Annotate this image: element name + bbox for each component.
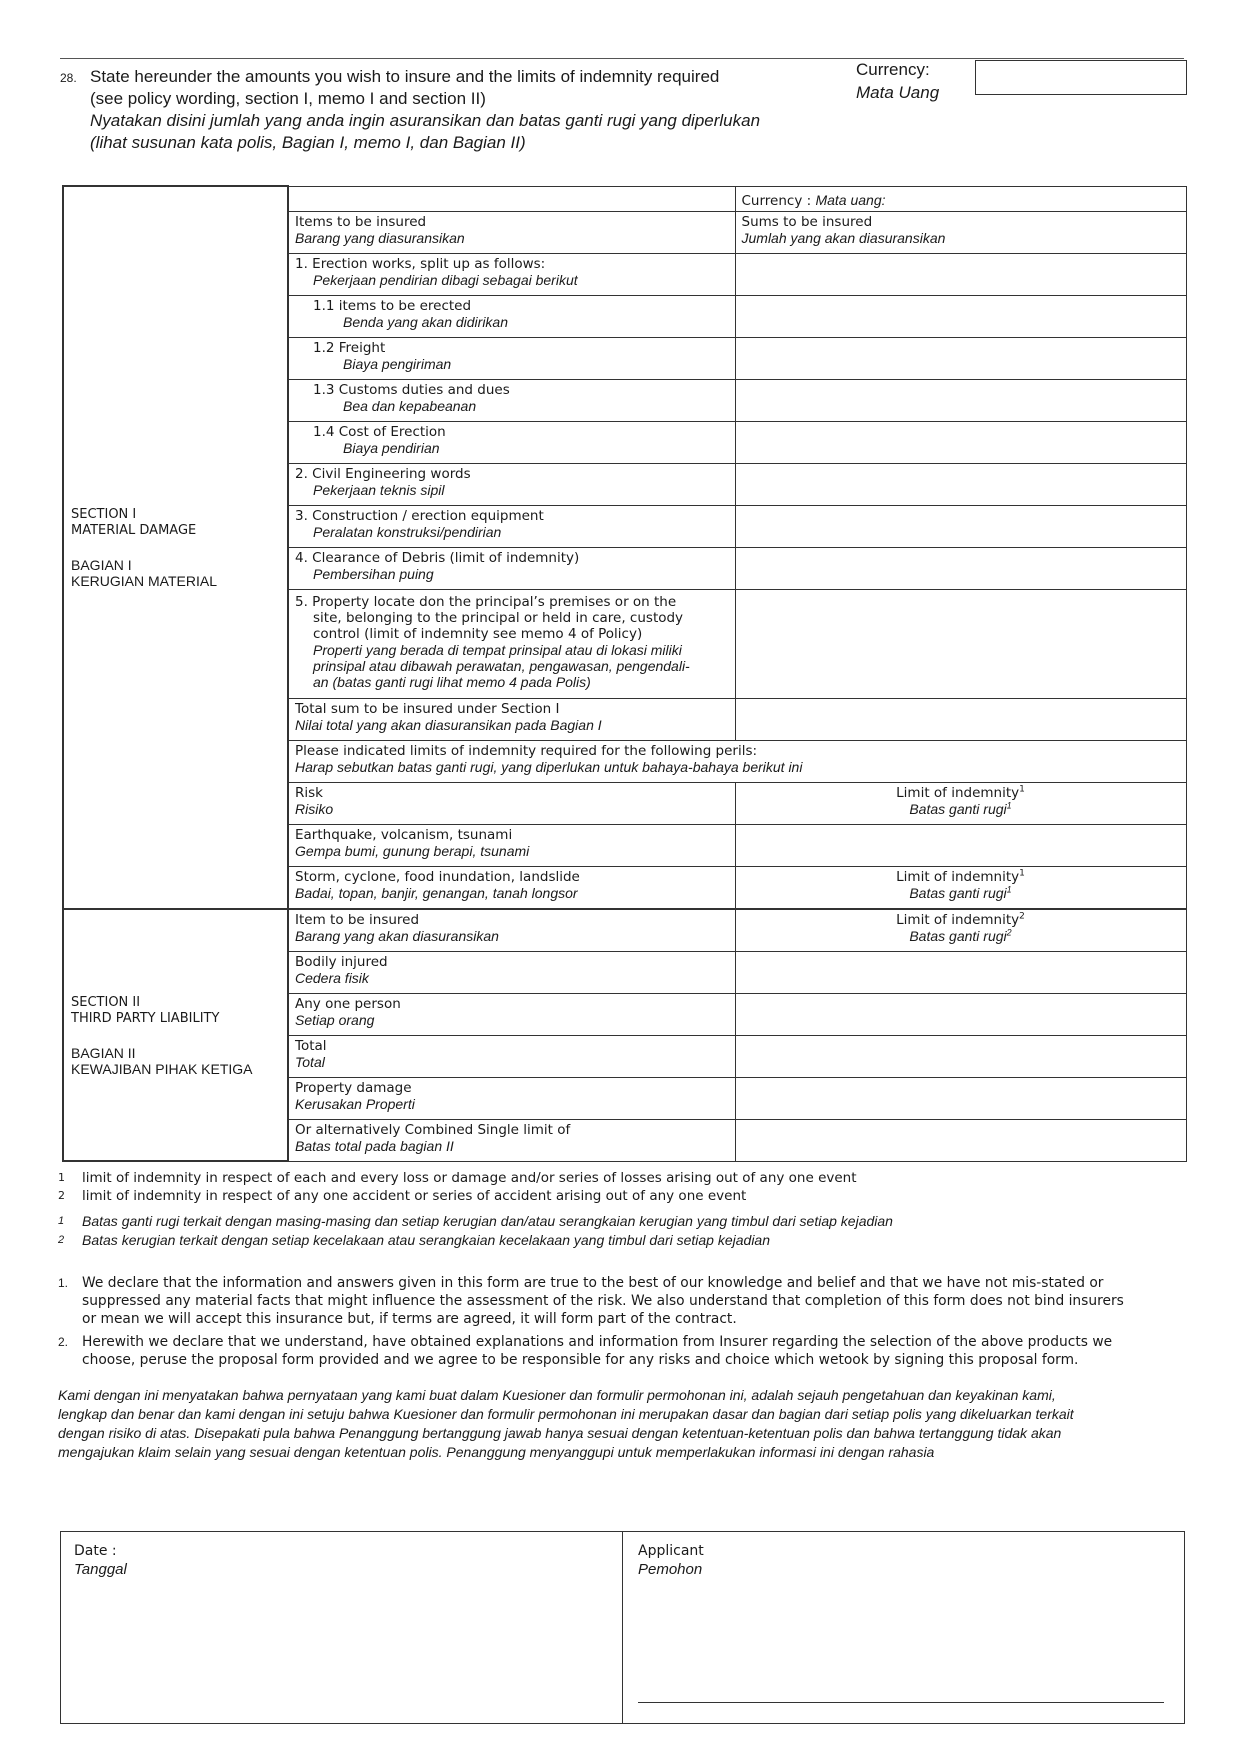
s2-item-header-en: Item to be insured bbox=[295, 911, 420, 928]
limit-header-id: Batas ganti rugi bbox=[909, 884, 1007, 901]
footnote-marker: 1 bbox=[1019, 784, 1025, 794]
item-label-id: Pekerjaan pendirian dibagi sebagai berikut bbox=[313, 271, 578, 288]
liability-row-combined-single-limit bbox=[288, 1119, 735, 1161]
item-label-id: prinsipal atau dibawah perawatan, pengawasan, pengendali- bbox=[313, 657, 690, 674]
limit-header-2 bbox=[735, 909, 1186, 951]
signature-divider bbox=[622, 1531, 623, 1724]
table-currency-id: Mata uang: bbox=[815, 191, 886, 208]
sum-input-items-to-be-erected[interactable] bbox=[735, 295, 1186, 337]
currency-input-box[interactable] bbox=[975, 60, 1187, 95]
item-label-en: 1. Erection works, split up as follows: bbox=[295, 255, 546, 272]
limit-header-en: Limit of indemnity bbox=[896, 911, 1020, 928]
section-1-title-en-1: SECTION I bbox=[71, 507, 137, 523]
item-row-erection-works bbox=[288, 253, 735, 295]
item-label-id: Pembersihan puing bbox=[313, 565, 434, 582]
peril-label-en: Earthquake, volcanism, tsunami bbox=[295, 826, 513, 843]
footnote-2-id: 2 Batas kerugian terkait dengan setiap kecelakaan atau serangkaian kecelakaan yang timbul dari setiap kejadian bbox=[58, 1232, 771, 1248]
item-label-en: 5. Property locate don the principal’s premises or on the bbox=[295, 593, 677, 610]
question-text-en-1: State hereunder the amounts you wish to insure and the limits of indemnity required bbox=[90, 67, 720, 86]
declaration-id-line: mengajukan klaim selain yang sesuai dengan ketentuan polis. Penanggung menyanggupi untuk memperlakukan informasi ini dengan rahasia bbox=[58, 1444, 935, 1460]
perils-instruction bbox=[288, 740, 1186, 782]
s2-item-header bbox=[288, 909, 735, 951]
declaration-id-line: lengkap dan benar dan kami dengan ini setuju bahwa Kuesioner dan formulir permohonan ini merupakan dasar dan bagian dari setiap polis yang dikeluarkan terkait bbox=[58, 1406, 1074, 1422]
risk-header bbox=[288, 782, 735, 824]
total-section-1-input[interactable] bbox=[735, 698, 1186, 740]
column-header-items bbox=[288, 211, 735, 253]
currency-header-cell bbox=[735, 186, 1186, 211]
sum-input-freight[interactable] bbox=[735, 337, 1186, 379]
item-label-id: an (batas ganti rugi lihat memo 4 pada Polis) bbox=[313, 673, 591, 690]
total-label-id: Nilai total yang akan diasuransikan pada Bagian I bbox=[295, 716, 602, 733]
risk-header-id: Risiko bbox=[295, 800, 334, 817]
question-text-en-2: (see policy wording, section I, memo I and section II) bbox=[90, 89, 486, 108]
applicant-field[interactable] bbox=[638, 1542, 1168, 1692]
limit-header-1 bbox=[735, 782, 1186, 824]
footnote-2-en: 2 limit of indemnity in respect of any one accident or series of accident arising out of any one event bbox=[58, 1188, 747, 1204]
sum-input-cost-of-erection[interactable] bbox=[735, 421, 1186, 463]
signature-line[interactable] bbox=[638, 1702, 1164, 1703]
question-number: 28. bbox=[60, 71, 77, 85]
item-row-freight bbox=[288, 337, 735, 379]
limit-input-combined-single-limit[interactable] bbox=[735, 1119, 1186, 1161]
section-2-label bbox=[63, 909, 288, 1161]
column-sums-en: Sums to be insured bbox=[741, 213, 873, 230]
item-label-id: Benda yang akan didirikan bbox=[343, 313, 509, 330]
section-1-title-id-1: BAGIAN I bbox=[71, 557, 132, 574]
table-currency-en: Currency : bbox=[741, 192, 816, 209]
date-label-en: Date : bbox=[74, 1543, 117, 1559]
liability-row-property-damage bbox=[288, 1077, 735, 1119]
liability-row-total bbox=[288, 1035, 735, 1077]
section-2-title-en-1: SECTION II bbox=[71, 995, 141, 1010]
limit-input-any-one-person[interactable] bbox=[735, 993, 1186, 1035]
declaration-line: or mean we will accept this insurance but, if terms are agreed, it will form part of the contract. bbox=[82, 1311, 737, 1327]
column-items-en: Items to be insured bbox=[295, 213, 427, 230]
item-label-id: Bea dan kepabeanan bbox=[343, 397, 477, 414]
peril-label-en: Storm, cyclone, food inundation, landslide bbox=[295, 868, 580, 885]
item-label-id: Biaya pengiriman bbox=[343, 355, 452, 372]
top-rule bbox=[60, 58, 1184, 59]
item-label-en: control (limit of indemnity see memo 4 of Policy) bbox=[313, 625, 643, 642]
declaration-line: suppressed any material facts that might influence the assessment of the risk. We also understand that completion of this form does not bind insurers bbox=[82, 1293, 1124, 1309]
sum-input-civil-engineering[interactable] bbox=[735, 463, 1186, 505]
footnote-marker: 1 bbox=[1019, 868, 1025, 878]
question-28 bbox=[60, 66, 820, 154]
item-label-en: 4. Clearance of Debris (limit of indemnity) bbox=[295, 549, 580, 566]
liability-label-id: Setiap orang bbox=[295, 1011, 375, 1028]
item-label-en: 1.1 items to be erected bbox=[313, 297, 472, 314]
liability-label-id: Batas total pada bagian II bbox=[295, 1137, 454, 1154]
question-text-id-1: Nyatakan disini jumlah yang anda ingin asuransikan dan batas ganti rugi yang diperlukan bbox=[90, 111, 761, 130]
item-row-construction-equipment bbox=[288, 505, 735, 547]
limit-header-en: Limit of indemnity bbox=[896, 784, 1020, 801]
liability-table bbox=[62, 908, 1187, 1162]
liability-label-en: Property damage bbox=[295, 1079, 412, 1096]
section-2-title-en-2: THIRD PARTY LIABILITY bbox=[71, 1011, 220, 1026]
column-header-sums bbox=[735, 211, 1186, 253]
date-field[interactable] bbox=[74, 1542, 604, 1712]
date-label-id: Tanggal bbox=[74, 1561, 127, 1578]
applicant-label-id: Pemohon bbox=[638, 1561, 703, 1578]
item-label-en: 3. Construction / erection equipment bbox=[295, 507, 544, 524]
peril-label-id: Gempa bumi, gunung berapi, tsunami bbox=[295, 842, 530, 859]
item-label-en: site, belonging to the principal or held in care, custody bbox=[313, 609, 684, 626]
footnote-marker: 2 bbox=[1019, 911, 1025, 921]
declaration-line: choose, peruse the proposal form provided and we agree to be responsible for any risks and choice which wetook by signing this proposal form. bbox=[82, 1352, 1079, 1368]
insurance-table bbox=[62, 185, 1187, 910]
limit-input-property-damage[interactable] bbox=[735, 1077, 1186, 1119]
currency-label-en: Currency: bbox=[856, 60, 930, 79]
declaration-indonesian bbox=[58, 1386, 1188, 1462]
blank-header-cell bbox=[288, 186, 735, 211]
liability-label-en: Bodily injured bbox=[295, 953, 388, 970]
item-label-en: 1.2 Freight bbox=[313, 339, 386, 356]
item-row-clearance-of-debris bbox=[288, 547, 735, 589]
peril-label-id: Badai, topan, banjir, genangan, tanah longsor bbox=[295, 884, 578, 901]
applicant-label-en: Applicant bbox=[638, 1543, 704, 1559]
liability-label-en: Any one person bbox=[295, 995, 401, 1012]
item-label-en: 1.3 Customs duties and dues bbox=[313, 381, 510, 398]
item-label-id: Peralatan konstruksi/pendirian bbox=[313, 523, 502, 540]
perils-instruction-en: Please indicated limits of indemnity required for the following perils: bbox=[295, 742, 758, 759]
currency-label-id: Mata Uang bbox=[856, 83, 940, 102]
section-1-title-en-2: MATERIAL DAMAGE bbox=[71, 523, 197, 539]
liability-label-en: Or alternatively Combined Single limit of bbox=[295, 1121, 571, 1138]
liability-label-id: Total bbox=[295, 1053, 325, 1070]
sum-input-construction-equipment[interactable] bbox=[735, 505, 1186, 547]
liability-label-en: Total bbox=[295, 1037, 327, 1054]
declaration-line: We declare that the information and answers given in this form are true to the best of our knowledge and belief and that we have not mis-stated or bbox=[82, 1275, 1104, 1291]
declaration-1: 1. We declare that the information and answers given in this form are true to the best of our knowledge and belief and that we have not mis-stated or suppressed any material facts that might influence the assessment of the risk. We also understand that completion of this form does not bind insurers or mean we will accept this insurance but, if terms are agreed, it will form part of the contract. bbox=[58, 1274, 1188, 1328]
sum-input-customs-duties[interactable] bbox=[735, 379, 1186, 421]
risk-header-en: Risk bbox=[295, 784, 323, 801]
item-row-items-to-be-erected bbox=[288, 295, 735, 337]
total-section-1-label bbox=[288, 698, 735, 740]
item-row-property-on-premises bbox=[288, 589, 735, 698]
liability-row-bodily-injured bbox=[288, 951, 735, 993]
sum-input-erection-works[interactable] bbox=[735, 253, 1186, 295]
limit-header-id: Batas ganti rugi bbox=[909, 927, 1007, 944]
column-items-id: Barang yang diasuransikan bbox=[295, 229, 465, 246]
footnote-marker: 2 bbox=[1006, 926, 1012, 937]
limit-input-earthquake[interactable] bbox=[735, 824, 1186, 866]
limit-header-id: Batas ganti rugi bbox=[909, 800, 1007, 817]
currency-label bbox=[856, 58, 939, 104]
section-2-title-id-1: BAGIAN II bbox=[71, 1045, 136, 1061]
sum-input-property-on-premises[interactable] bbox=[735, 589, 1186, 698]
footnote-1-en: 1 limit of indemnity in respect of each and every loss or damage and/or series of losses arising out of any one event bbox=[58, 1170, 857, 1186]
footnote-marker: 1 bbox=[1006, 883, 1012, 894]
liability-row-any-one-person bbox=[288, 993, 735, 1035]
item-label-id: Properti yang berada di tempat prinsipal atau di lokasi miliki bbox=[313, 641, 682, 658]
sum-input-clearance-of-debris[interactable] bbox=[735, 547, 1186, 589]
question-text-id-2: (lihat susunan kata polis, Bagian I, memo I, dan Bagian II) bbox=[90, 133, 526, 152]
footnote-marker: 1 bbox=[1006, 799, 1012, 810]
footnote-1-id: 1 Batas ganti rugi terkait dengan masing-masing dan setiap kerugian dan/atau serangkaian kerugian yang timbul dari setiap kejadian bbox=[58, 1213, 893, 1229]
item-label-en: 1.4 Cost of Erection bbox=[313, 423, 446, 440]
s2-item-header-id: Barang yang akan diasuransikan bbox=[295, 927, 499, 944]
item-label-id: Biaya pendirian bbox=[343, 439, 440, 456]
limit-input-bodily-injured[interactable] bbox=[735, 951, 1186, 993]
column-sums-id: Jumlah yang akan diasuransikan bbox=[741, 229, 946, 246]
item-label-en: 2. Civil Engineering words bbox=[295, 465, 471, 482]
declaration-line: Herewith we declare that we understand, have obtained explanations and information from Insurer regarding the selection of the above products we bbox=[82, 1334, 1113, 1350]
item-row-cost-of-erection bbox=[288, 421, 735, 463]
liability-label-id: Kerusakan Properti bbox=[295, 1095, 415, 1112]
declaration-2: 2. Herewith we declare that we understand, have obtained explanations and information from Insurer regarding the selection of the above products we choose, peruse the proposal form provided and we agree to be responsible for any risks and choice which wetook by signing this proposal form. bbox=[58, 1333, 1188, 1369]
peril-row-earthquake bbox=[288, 824, 735, 866]
item-row-customs-duties bbox=[288, 379, 735, 421]
declaration-id-line: dengan risiko di atas. Disepakati pula bahwa Penanggung bertanggung jawab hanya sesuai dengan ketentuan-ketentuan polis dan bahwa tertanggung tidak akan bbox=[58, 1425, 1062, 1441]
limit-header-en: Limit of indemnity bbox=[896, 868, 1020, 885]
limit-cell-storm[interactable] bbox=[735, 866, 1186, 908]
total-label-en: Total sum to be insured under Section I bbox=[295, 700, 560, 717]
section-1-title-id-2: KERUGIAN MATERIAL bbox=[71, 573, 217, 590]
section-1-label bbox=[63, 186, 288, 909]
perils-instruction-id: Harap sebutkan batas ganti rugi, yang diperlukan untuk bahaya-bahaya berikut ini bbox=[295, 758, 803, 775]
limit-input-total[interactable] bbox=[735, 1035, 1186, 1077]
liability-label-id: Cedera fisik bbox=[295, 969, 369, 986]
declaration-id-line: Kami dengan ini menyatakan bahwa pernyataan yang kami buat dalam Kuesioner dan formulir permohonan ini, adalah sejauh pengetahuan dan keyakinan kami, bbox=[58, 1387, 1056, 1403]
peril-row-storm bbox=[288, 866, 735, 908]
item-label-id: Pekerjaan teknis sipil bbox=[313, 481, 445, 498]
item-row-civil-engineering bbox=[288, 463, 735, 505]
section-2-title-id-2: KEWAJIBAN PIHAK KETIGA bbox=[71, 1061, 253, 1077]
